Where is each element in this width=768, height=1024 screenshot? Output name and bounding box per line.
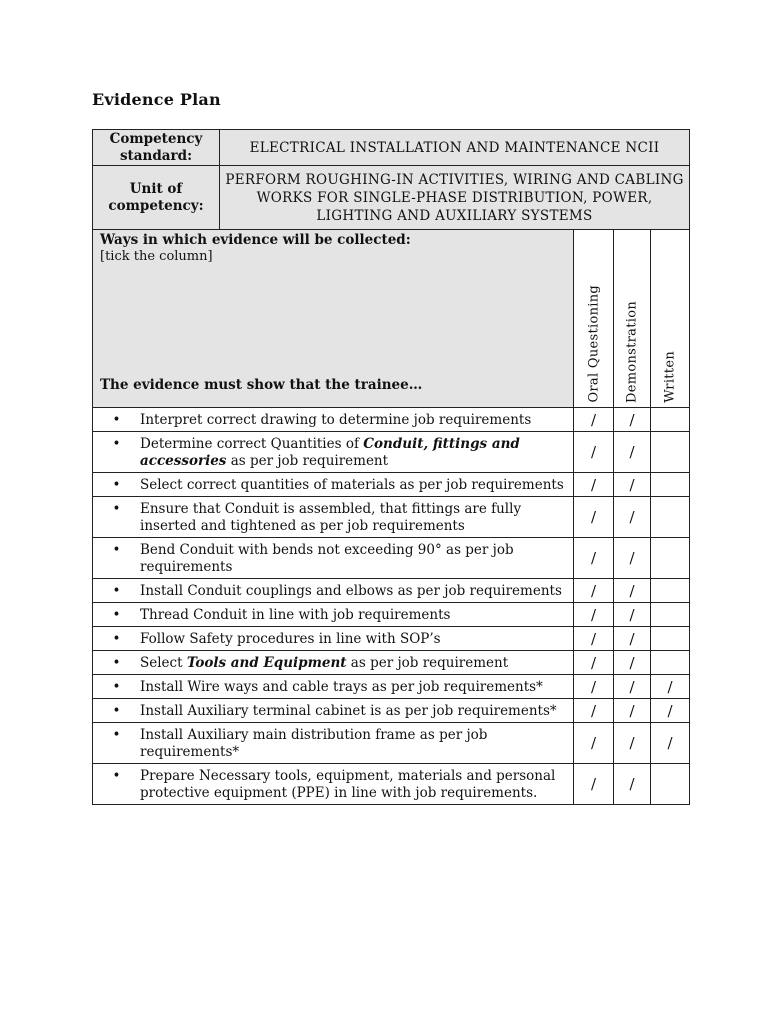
criterion-text — [140, 477, 567, 494]
criterion-text — [140, 583, 567, 600]
table-row — [93, 473, 690, 497]
tick-written — [651, 497, 690, 538]
criterion-text-part: Install Wire ways and cable trays as per job requirements* — [140, 679, 543, 695]
table-row — [93, 603, 690, 627]
column-label-demonstration: Demonstration — [624, 301, 640, 403]
ways-subheading: [tick the column] — [100, 249, 213, 264]
table-row — [93, 651, 690, 675]
tick-demonstration: / — [614, 579, 651, 603]
criterion-text-part: Install Auxiliary main distribution frame as per job requirements* — [140, 727, 488, 760]
table-row — [93, 579, 690, 603]
criterion-cell — [93, 432, 574, 473]
ways-heading: Ways in which evidence will be collected: — [100, 232, 411, 248]
criterion-text — [140, 631, 567, 648]
criterion-text-part: Interpret correct drawing to determine job requirements — [140, 412, 532, 428]
table-row — [93, 497, 690, 538]
tick-demonstration: / — [614, 538, 651, 579]
unit-label: Unit of competency: — [93, 166, 220, 230]
unit-value: PERFORM ROUGHING-IN ACTIVITIES, WIRING AND CABLING WORKS FOR SINGLE-PHASE DISTRIBUTION, POWER, LIGHTING AND AUXILIARY SYSTEMS — [220, 166, 690, 230]
tick-demonstration: / — [614, 764, 651, 805]
criterion-text — [140, 412, 567, 429]
criterion-text-part: Select correct quantities of materials as per job requirements — [140, 477, 564, 493]
tick-oral: / — [574, 651, 614, 675]
criterion-text — [140, 607, 567, 624]
bullet-icon: • — [112, 655, 121, 671]
tick-demonstration: / — [614, 723, 651, 764]
criterion-text — [140, 727, 567, 761]
table-row — [93, 538, 690, 579]
criterion-text-part: as per job requirement — [346, 655, 509, 671]
criterion-cell — [93, 473, 574, 497]
tick-written: / — [651, 723, 690, 764]
criterion-cell — [93, 699, 574, 723]
competency-label: Competency standard: — [93, 130, 220, 166]
unit-row — [93, 166, 690, 230]
criterion-text-part: Thread Conduit in line with job requirements — [140, 607, 451, 623]
tick-oral: / — [574, 699, 614, 723]
criterion-cell — [93, 538, 574, 579]
table-row — [93, 764, 690, 805]
table-row — [93, 408, 690, 432]
tick-oral: / — [574, 675, 614, 699]
tick-written — [651, 538, 690, 579]
competency-value: ELECTRICAL INSTALLATION AND MAINTENANCE NCII — [220, 130, 690, 166]
criterion-text — [140, 768, 567, 802]
criterion-cell — [93, 651, 574, 675]
tick-demonstration: / — [614, 408, 651, 432]
tick-demonstration: / — [614, 651, 651, 675]
tick-oral: / — [574, 497, 614, 538]
tick-demonstration: / — [614, 603, 651, 627]
tick-demonstration: / — [614, 432, 651, 473]
tick-written — [651, 432, 690, 473]
tick-demonstration: / — [614, 627, 651, 651]
criterion-text-part: Install Conduit couplings and elbows as per job requirements — [140, 583, 562, 599]
page-title: Evidence Plan — [92, 90, 221, 109]
bullet-icon: • — [112, 477, 121, 493]
criterion-text — [140, 436, 567, 470]
criterion-cell — [93, 408, 574, 432]
table-row — [93, 699, 690, 723]
evidence-statement: The evidence must show that the trainee… — [100, 377, 423, 393]
criterion-text — [140, 703, 567, 720]
criterion-text-part: Install Auxiliary terminal cabinet is as per job requirements* — [140, 703, 557, 719]
bullet-icon: • — [112, 542, 121, 558]
tick-written — [651, 408, 690, 432]
table-row — [93, 675, 690, 699]
criterion-cell — [93, 497, 574, 538]
column-label-oral: Oral Questioning — [586, 285, 601, 403]
tick-written — [651, 603, 690, 627]
criterion-cell — [93, 603, 574, 627]
criterion-cell — [93, 675, 574, 699]
criterion-text — [140, 655, 567, 672]
tick-oral: / — [574, 408, 614, 432]
criterion-cell — [93, 627, 574, 651]
emphasis-text: Tools and Equipment — [186, 655, 347, 671]
tick-written — [651, 651, 690, 675]
bullet-icon: • — [112, 703, 121, 719]
criterion-text-part: Determine correct Quantities of — [140, 436, 364, 452]
criterion-text-part: Select — [140, 655, 187, 671]
criterion-text-part: as per job requirement — [226, 453, 389, 469]
bullet-icon: • — [112, 727, 121, 743]
competency-row — [93, 130, 690, 166]
column-label-written: Written — [662, 351, 678, 403]
criterion-text — [140, 542, 567, 576]
criterion-text — [140, 679, 567, 696]
column-header-demonstration — [614, 230, 651, 408]
criterion-cell — [93, 723, 574, 764]
criterion-cell — [93, 579, 574, 603]
criterion-text-part: Prepare Necessary tools, equipment, materials and personal protective equipment (PPE) in line with job requirements. — [140, 768, 556, 801]
tick-oral: / — [574, 723, 614, 764]
table-row — [93, 432, 690, 473]
column-header-written — [651, 230, 690, 408]
tick-oral: / — [574, 579, 614, 603]
bullet-icon: • — [112, 583, 121, 599]
table-row — [93, 723, 690, 764]
bullet-icon: • — [112, 412, 121, 428]
bullet-icon: • — [112, 679, 121, 695]
tick-oral: / — [574, 627, 614, 651]
criterion-text-part: Bend Conduit with bends not exceeding 90° as per job requirements — [140, 542, 514, 575]
tick-demonstration: / — [614, 675, 651, 699]
criterion-text-part: Follow Safety procedures in line with SOP’s — [140, 631, 441, 647]
tick-oral: / — [574, 538, 614, 579]
criterion-text-part: Ensure that Conduit is assembled, that fittings are fully inserted and tightened as per job requirements — [140, 501, 522, 534]
tick-written — [651, 473, 690, 497]
column-header-oral — [574, 230, 614, 408]
tick-written — [651, 627, 690, 651]
tick-oral: / — [574, 432, 614, 473]
tick-demonstration: / — [614, 497, 651, 538]
evidence-plan-table — [92, 129, 690, 805]
tick-demonstration: / — [614, 699, 651, 723]
criterion-text — [140, 501, 567, 535]
tick-written — [651, 764, 690, 805]
criterion-cell — [93, 764, 574, 805]
tick-written: / — [651, 675, 690, 699]
bullet-icon: • — [112, 436, 121, 452]
ways-row — [93, 230, 690, 408]
tick-oral: / — [574, 764, 614, 805]
tick-oral: / — [574, 473, 614, 497]
bullet-icon: • — [112, 768, 121, 784]
tick-oral: / — [574, 603, 614, 627]
emphasis-text: Conduit, fittings and accessories — [140, 436, 520, 469]
tick-demonstration: / — [614, 473, 651, 497]
table-row — [93, 627, 690, 651]
bullet-icon: • — [112, 501, 121, 517]
bullet-icon: • — [112, 631, 121, 647]
bullet-icon: • — [112, 607, 121, 623]
tick-written — [651, 579, 690, 603]
tick-written: / — [651, 699, 690, 723]
ways-cell — [93, 230, 574, 408]
